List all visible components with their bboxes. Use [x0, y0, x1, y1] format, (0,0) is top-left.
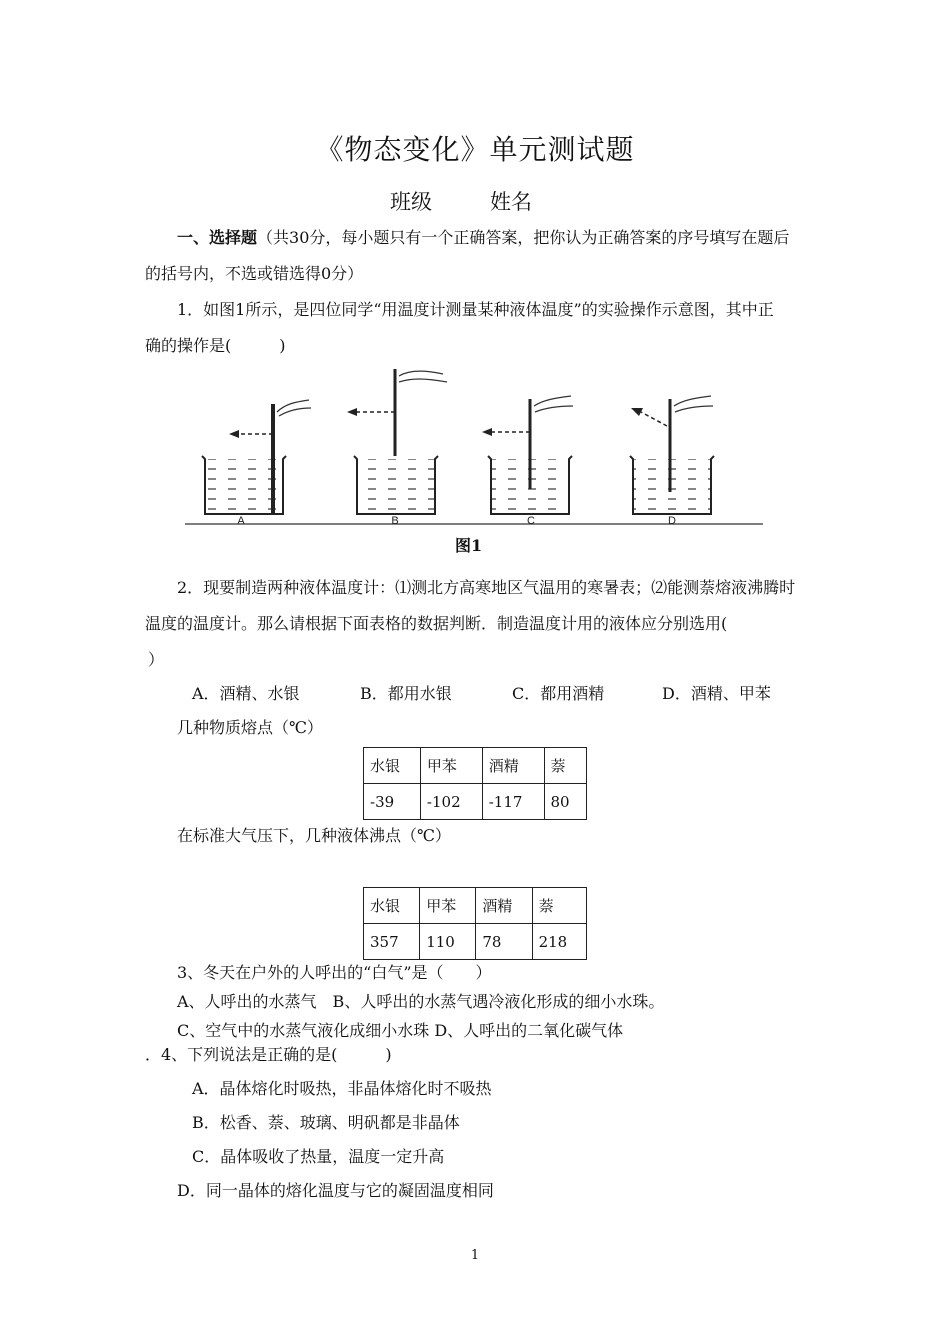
table-cell: 110	[420, 924, 476, 960]
table-cell: -39	[364, 784, 421, 820]
table-row	[364, 748, 587, 784]
figure-label-a: A	[237, 515, 245, 527]
q3-option-ab: A、人呼出的水蒸气 B、人呼出的水蒸气遇冷液化形成的细小水珠。	[177, 992, 665, 1011]
table-cell: 水银	[364, 888, 420, 924]
table-cell: -102	[420, 784, 482, 820]
table-cell: 甲苯	[420, 748, 482, 784]
q2-line1: 2．现要制造两种液体温度计：⑴测北方高寒地区气温用的寒暑表；⑵能测萘熔液沸腾时	[177, 578, 796, 597]
q1-line1: 1．如图1所示，是四位同学“用温度计测量某种液体温度”的实验操作示意图，其中正	[177, 300, 774, 319]
section-instruction-line2: 的括号内，不选或错选得0分）	[145, 264, 364, 283]
q2-option-d: D．酒精、甲苯	[662, 684, 771, 703]
table-cell: 78	[476, 924, 532, 960]
table-row	[364, 888, 587, 924]
table-cell: 357	[364, 924, 420, 960]
section-instruction-text: （共30分，每小题只有一个正确答案，把你认为正确答案的序号填写在题后	[257, 228, 790, 247]
boiling-table-title: 在标准大气压下，几种液体沸点（℃）	[177, 826, 451, 845]
beaker-b	[347, 369, 447, 514]
section-instruction-line1	[177, 228, 789, 248]
q4-option-c: C．晶体吸收了热量，温度一定升高	[192, 1147, 445, 1166]
q4-option-b: B．松香、萘、玻璃、明矾都是非晶体	[192, 1113, 460, 1132]
q1-line2: 确的操作是( )	[145, 336, 286, 355]
q2-option-b: B．都用水银	[360, 684, 452, 703]
q2-option-a: A．酒精、水银	[192, 684, 300, 703]
q4-option-d: D．同一晶体的熔化温度与它的凝固温度相同	[177, 1181, 494, 1200]
table-cell: 酒精	[476, 888, 532, 924]
melting-table-title: 几种物质熔点（℃）	[177, 718, 323, 737]
table-cell: 酒精	[482, 748, 544, 784]
melting-point-table	[363, 747, 587, 820]
beaker-d	[630, 396, 714, 514]
q4-stem: ．4、下列说法是正确的是( )	[145, 1045, 392, 1064]
beaker-c	[482, 396, 573, 514]
figure-label-d: D	[668, 515, 676, 527]
table-cell: 218	[532, 924, 586, 960]
q2-line2: 温度的温度计。那么请根据下面表格的数据判断．制造温度计用的液体应分别选用(	[145, 614, 728, 633]
table-cell: 甲苯	[420, 888, 476, 924]
table-row	[364, 924, 587, 960]
figure-label-b: B	[391, 515, 399, 527]
beaker-a	[202, 400, 311, 514]
q2-option-c: C．都用酒精	[512, 684, 605, 703]
thermometer-figure	[185, 364, 765, 532]
page-title: 《物态变化》单元测试题	[315, 133, 635, 166]
q3-option-cd: C、空气中的水蒸气液化成细小水珠 D、人呼出的二氧化碳气体	[177, 1021, 624, 1040]
boiling-point-table	[363, 887, 587, 960]
table-row	[364, 784, 587, 820]
table-cell: 萘	[532, 888, 586, 924]
q3-stem: 3、冬天在户外的人呼出的“白气”是（ ）	[177, 963, 492, 982]
figure-label-c: C	[527, 515, 535, 527]
q4-option-a: A．晶体熔化时吸热，非晶体熔化时不吸热	[192, 1079, 492, 1098]
figure-caption: 图1	[455, 536, 483, 555]
table-cell: -117	[482, 784, 544, 820]
table-cell: 水银	[364, 748, 421, 784]
table-cell: 萘	[544, 748, 586, 784]
table-cell: 80	[544, 784, 586, 820]
q2-line3: ）	[148, 650, 165, 669]
page-number: 1	[470, 1248, 480, 1263]
section-heading: 一、选择题	[177, 228, 258, 247]
class-label: 班级	[390, 190, 432, 214]
name-label: 姓名	[490, 190, 532, 214]
